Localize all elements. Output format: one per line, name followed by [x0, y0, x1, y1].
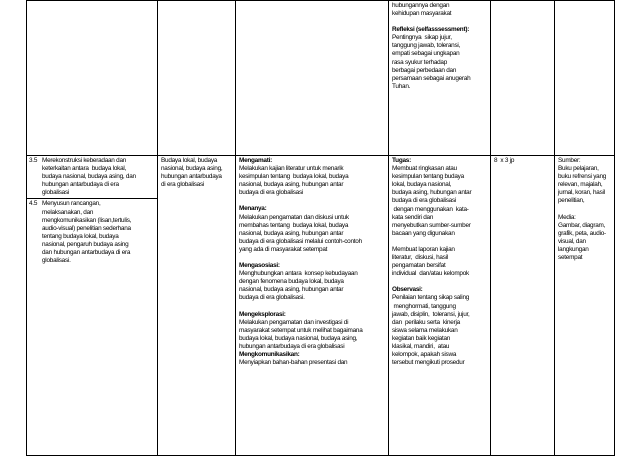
kd-item: [29, 157, 155, 197]
section-text: Pentingnya sikap jujur, tanggung jawab, toleransi, empati sebagai ungkapan rasa syukur terhadap berbagai perbedaan dan persamaan sebagai anugerah Tuhan.: [392, 34, 471, 90]
section-text: Penilaian tentang sikap saling menghormati, tanggung jawab, disiplin, toleransi, jujur, dan perilaku serta kinerja siswa selama melakukan kegiatan baik kegiatan klasikal, mandiri, atau kelompok, apakah siswa tersebut mengikuti prosedur: [392, 294, 470, 367]
section-heading: Mengamati:: [239, 157, 273, 164]
kd-list: [29, 157, 155, 265]
kd-text: Menyusun rancangan, melaksanakan, dan mengkomunikasikan (lisan,tertulis, audio-visual) penelitian sederhana tentang budaya lokal, budaya nasional, pengaruh budaya asing dan hubungan antarbudaya di era globalisasi.: [42, 200, 132, 265]
spacer: [239, 197, 385, 205]
cell-sumber-belajar: [555, 156, 615, 456]
table-row-main: [27, 156, 615, 456]
cell-sumber-empty: [555, 1, 615, 156]
pembelajaran-content: [239, 157, 385, 367]
spacer: [392, 278, 487, 286]
section-text: Menyiapkan bahan-bahan presentasi dan: [239, 359, 348, 367]
section-text: Melakukan kajian literatur untuk menarik kesimpulan tentang budaya lokal, budaya nasional, budaya asing, hubungan antar budaya di era globalisasi: [239, 165, 349, 197]
cell-materi-empty: [158, 1, 236, 156]
section-heading: Tugas:: [392, 157, 411, 164]
section-heading: Mengasosiasi:: [239, 262, 280, 270]
kd-number: 3.5: [29, 157, 38, 164]
penilaian-content: [392, 157, 487, 367]
kd-item: [29, 200, 155, 265]
section-text: Melakukan pengamatan dan investigasi di masyarakat setempat untuk melihat bagaimana budaya lokal, budaya nasional, budaya asing, hubungan antarbudaya di era globalisasi: [239, 318, 363, 350]
alokasi-text: 8 x 3 jp: [494, 157, 515, 164]
section-heading: Refleksi (selfasssessment):: [392, 26, 470, 34]
sumber-text: Sumber: Buku pelajaran, buku refrensi yang relevan, majalah, jurnal, koran, hasil penelitian, Media: Gambar, diagram, grafik, peta, audio- visual, dan langkungan setempat: [558, 157, 607, 262]
cell-penilaian-reflection: [389, 1, 491, 156]
section-text: hubungannya dengan kehidupan masyarakat: [392, 2, 452, 18]
cell-alokasi-empty: [491, 1, 555, 156]
kd-text: Merekonstruksi keberadaan dan keterkaitan antara budaya lokal, budaya nasional, budaya asing, dan hubungan antarbudaya di era globalisasi: [42, 157, 136, 197]
spacer: [392, 238, 487, 246]
section-text: Menghubungkan antara konsep kebudayaan dengan fenomena budaya lokal, budaya nasional, budaya asing, hubungan antar budaya di era globalisasi.: [239, 270, 358, 302]
section-heading: Mengeksplorasi:: [239, 310, 286, 318]
cell-kompetensi-dasar: [27, 156, 158, 456]
kd-divider: [27, 198, 158, 199]
spacer: [239, 254, 385, 262]
section-heading: Mengkomunikasikan:: [239, 350, 300, 358]
section-heading: Menanya:: [239, 205, 267, 213]
cell-alokasi-waktu: [491, 156, 555, 456]
section-text: Membuat ringkasan atau kesimpulan tentang budaya lokal, budaya nasional, budaya asing, hubungan antar budaya di era globalisasi dengan menggunakan kata- kata sendiri dan menyebutkan sumber-sumber bacaan yang digunakan: [392, 165, 472, 237]
materi-text: Budaya lokal, budaya nasional, budaya asing, hubungan antarbudaya di era globalisasi: [161, 157, 223, 189]
cell-kd-empty: [27, 1, 158, 156]
kd-number: 4.5: [29, 200, 38, 208]
section-text: Membuat laporan kajian literatur, diskusi, hasil pengamatan bersifat individual dan/atau kelompok: [392, 245, 469, 278]
section-heading: Observasi:: [392, 286, 423, 294]
cell-materi-pokok: [158, 156, 236, 456]
spacer: [392, 18, 487, 26]
reflection-content: [392, 2, 487, 91]
cell-penilaian: [389, 156, 491, 456]
table-row-continuation: [27, 1, 615, 156]
cell-pembelajaran-empty: [236, 1, 389, 156]
section-text: Melakukan pengamatan dan diskusi untuk membahas tentang budaya lokal, budaya nasional, budaya asing, hubungan antar budaya di era globalisasi melalui contoh-contoh yang ada di masyarakat setempat: [239, 213, 362, 253]
syllabus-table: [26, 0, 615, 456]
spacer: [239, 303, 385, 311]
cell-pembelajaran: [236, 156, 389, 456]
